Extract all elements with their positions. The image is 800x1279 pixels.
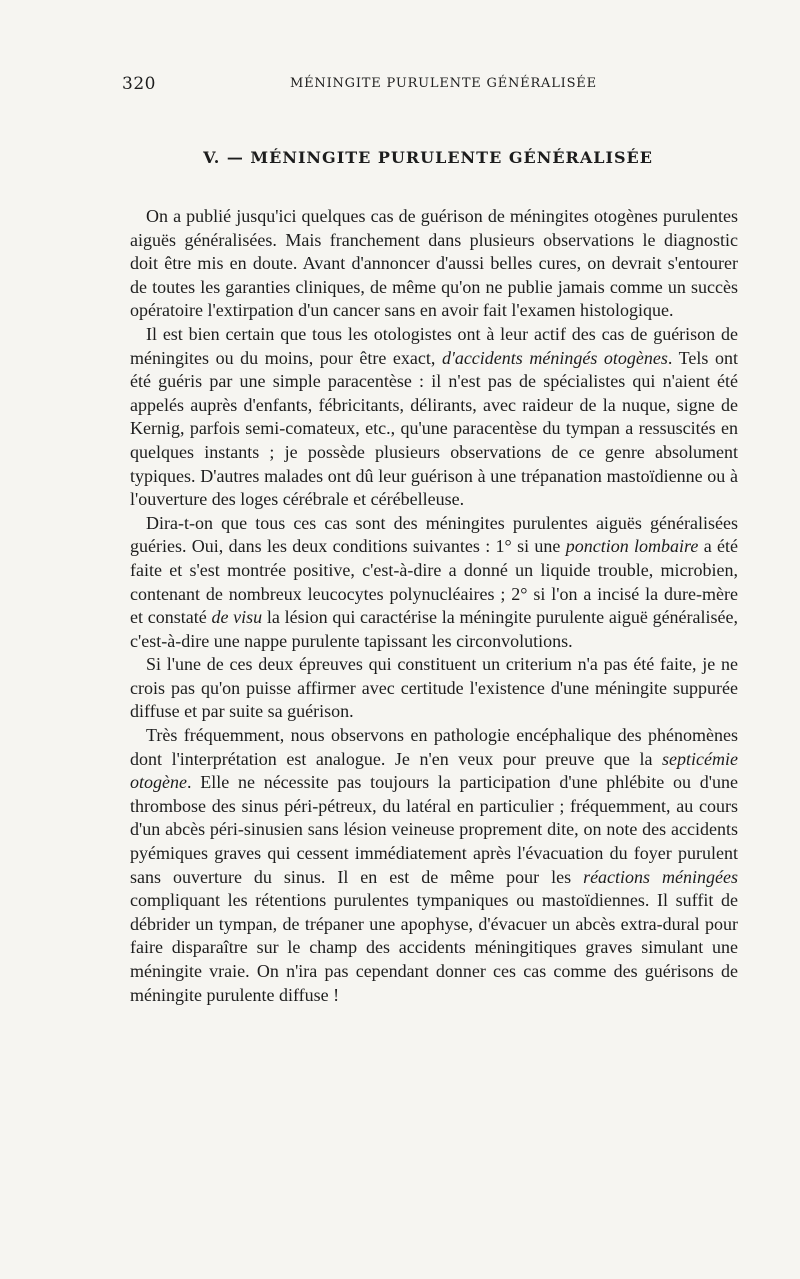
paragraph-1-text: On a publié jusqu'ici quelques cas de guérison de méningites otogènes purulentes aiguës généralisées. Mais franchement dans plusieurs observations le diagnostic doit être mis en doute. Avant d'annoncer d'aussi belles cures, on devrait s'entourer de toutes les garanties cliniques, de même qu'on ne publie jamais comme un succès opératoire l'extirpation d'un cancer sans en avoir fait l'examen histologique. <box>130 206 738 321</box>
paragraph-2 <box>130 323 738 512</box>
paragraph-3-italic-2: de visu <box>211 607 263 628</box>
paragraph-3-text-b: a été faite et s'est montrée positive, c'est-à-dire a donné un liquide trouble, microbien, contenant de nombreux leucocytes polynucléaires ; 2° si l'on a incisé la dure-mère et constaté <box>130 536 739 628</box>
page-number: 320 <box>122 74 156 94</box>
paragraph-2-italic: d'accidents méningés otogènes <box>441 347 668 368</box>
paragraph-5 <box>130 724 738 1007</box>
paragraph-4-text: Si l'une de ces deux épreuves qui constituent un criterium n'a pas été faite, je ne crois pas qu'on puisse affirmer avec certitude l'existence d'une méningite suppurée diffuse et par suite sa guérison. <box>130 654 738 722</box>
paragraph-5-italic-1: septicémie otogène <box>130 748 738 793</box>
section-title: V. — MÉNINGITE PURULENTE GÉNÉRALISÉE <box>203 148 653 167</box>
paragraph-2-text-b: . Tels ont été guéris par une simple paracentèse : il n'est pas de spécialistes qui n'aient été appelés auprès d'enfants, fébricitants, délirants, avec raideur de la nuque, signe de Kernig, parfois semi-comateux, etc., qu'une paracentèse du tympan a ressuscités en quelques instants ; je possède plusieurs observations de ce genre absolument typiques. D'autres malades ont dû leur guérison à une trépanation mastoïdienne ou à l'ouverture des loges cérébrale et cérébelleuse. <box>130 347 738 510</box>
paragraph-4 <box>130 653 738 724</box>
paragraph-5-text-b: . Elle ne nécessite pas toujours la participation d'une phlébite ou d'une thrombose des sinus péri-pétreux, du latéral en particulier ; fréquemment, au cours d'un abcès péri-sinusien sans lésion veineuse proprement dite, on note des accidents pyémiques graves qui cessent immédiatement après l'évacuation du foyer purulent sans ouverture du sinus. Il en est de même pour les <box>130 772 738 887</box>
paragraph-1 <box>130 205 738 323</box>
paragraph-5-text-a: Très fréquemment, nous observons en pathologie encéphalique des phénomènes dont l'interprétation est analogue. Je n'en veux pour preuve que la <box>130 725 738 769</box>
paragraph-3-text-a: Dira-t-on que tous ces cas sont des méningites purulentes aiguës généralisées guéries. Oui, dans les deux conditions suivantes : 1° si une <box>130 512 738 557</box>
paragraph-5-italic-2: réactions méningées <box>583 866 738 887</box>
paragraph-3-text-c: la lésion qui caractérise la méningite purulente aiguë généralisée, c'est-à-dire une nappe purulente tapissant les circonvolutions. <box>130 607 739 651</box>
paragraph-3-italic-1: ponction lombaire <box>565 536 699 557</box>
running-title: MÉNINGITE PURULENTE GÉNÉRALISÉE <box>290 76 597 91</box>
paragraph-2-text-a: Il est bien certain que tous les otologistes ont à leur actif des cas de guérison de méningites ou du moins, pour être exact, <box>130 323 738 368</box>
paragraph-3 <box>130 512 738 654</box>
body-text <box>130 205 738 1007</box>
paragraph-5-text-c: compliquant les rétentions purulentes tympaniques ou mastoïdiennes. Il suffit de débrider un tympan, de trépaner une apophyse, d'évacuer un abcès extra-dural pour faire disparaître sur le champ des accidents méningitiques graves simulant une méningite vraie. On n'ira pas cependant donner ces cas comme des guérisons de méningite purulente diffuse ! <box>130 890 738 1005</box>
